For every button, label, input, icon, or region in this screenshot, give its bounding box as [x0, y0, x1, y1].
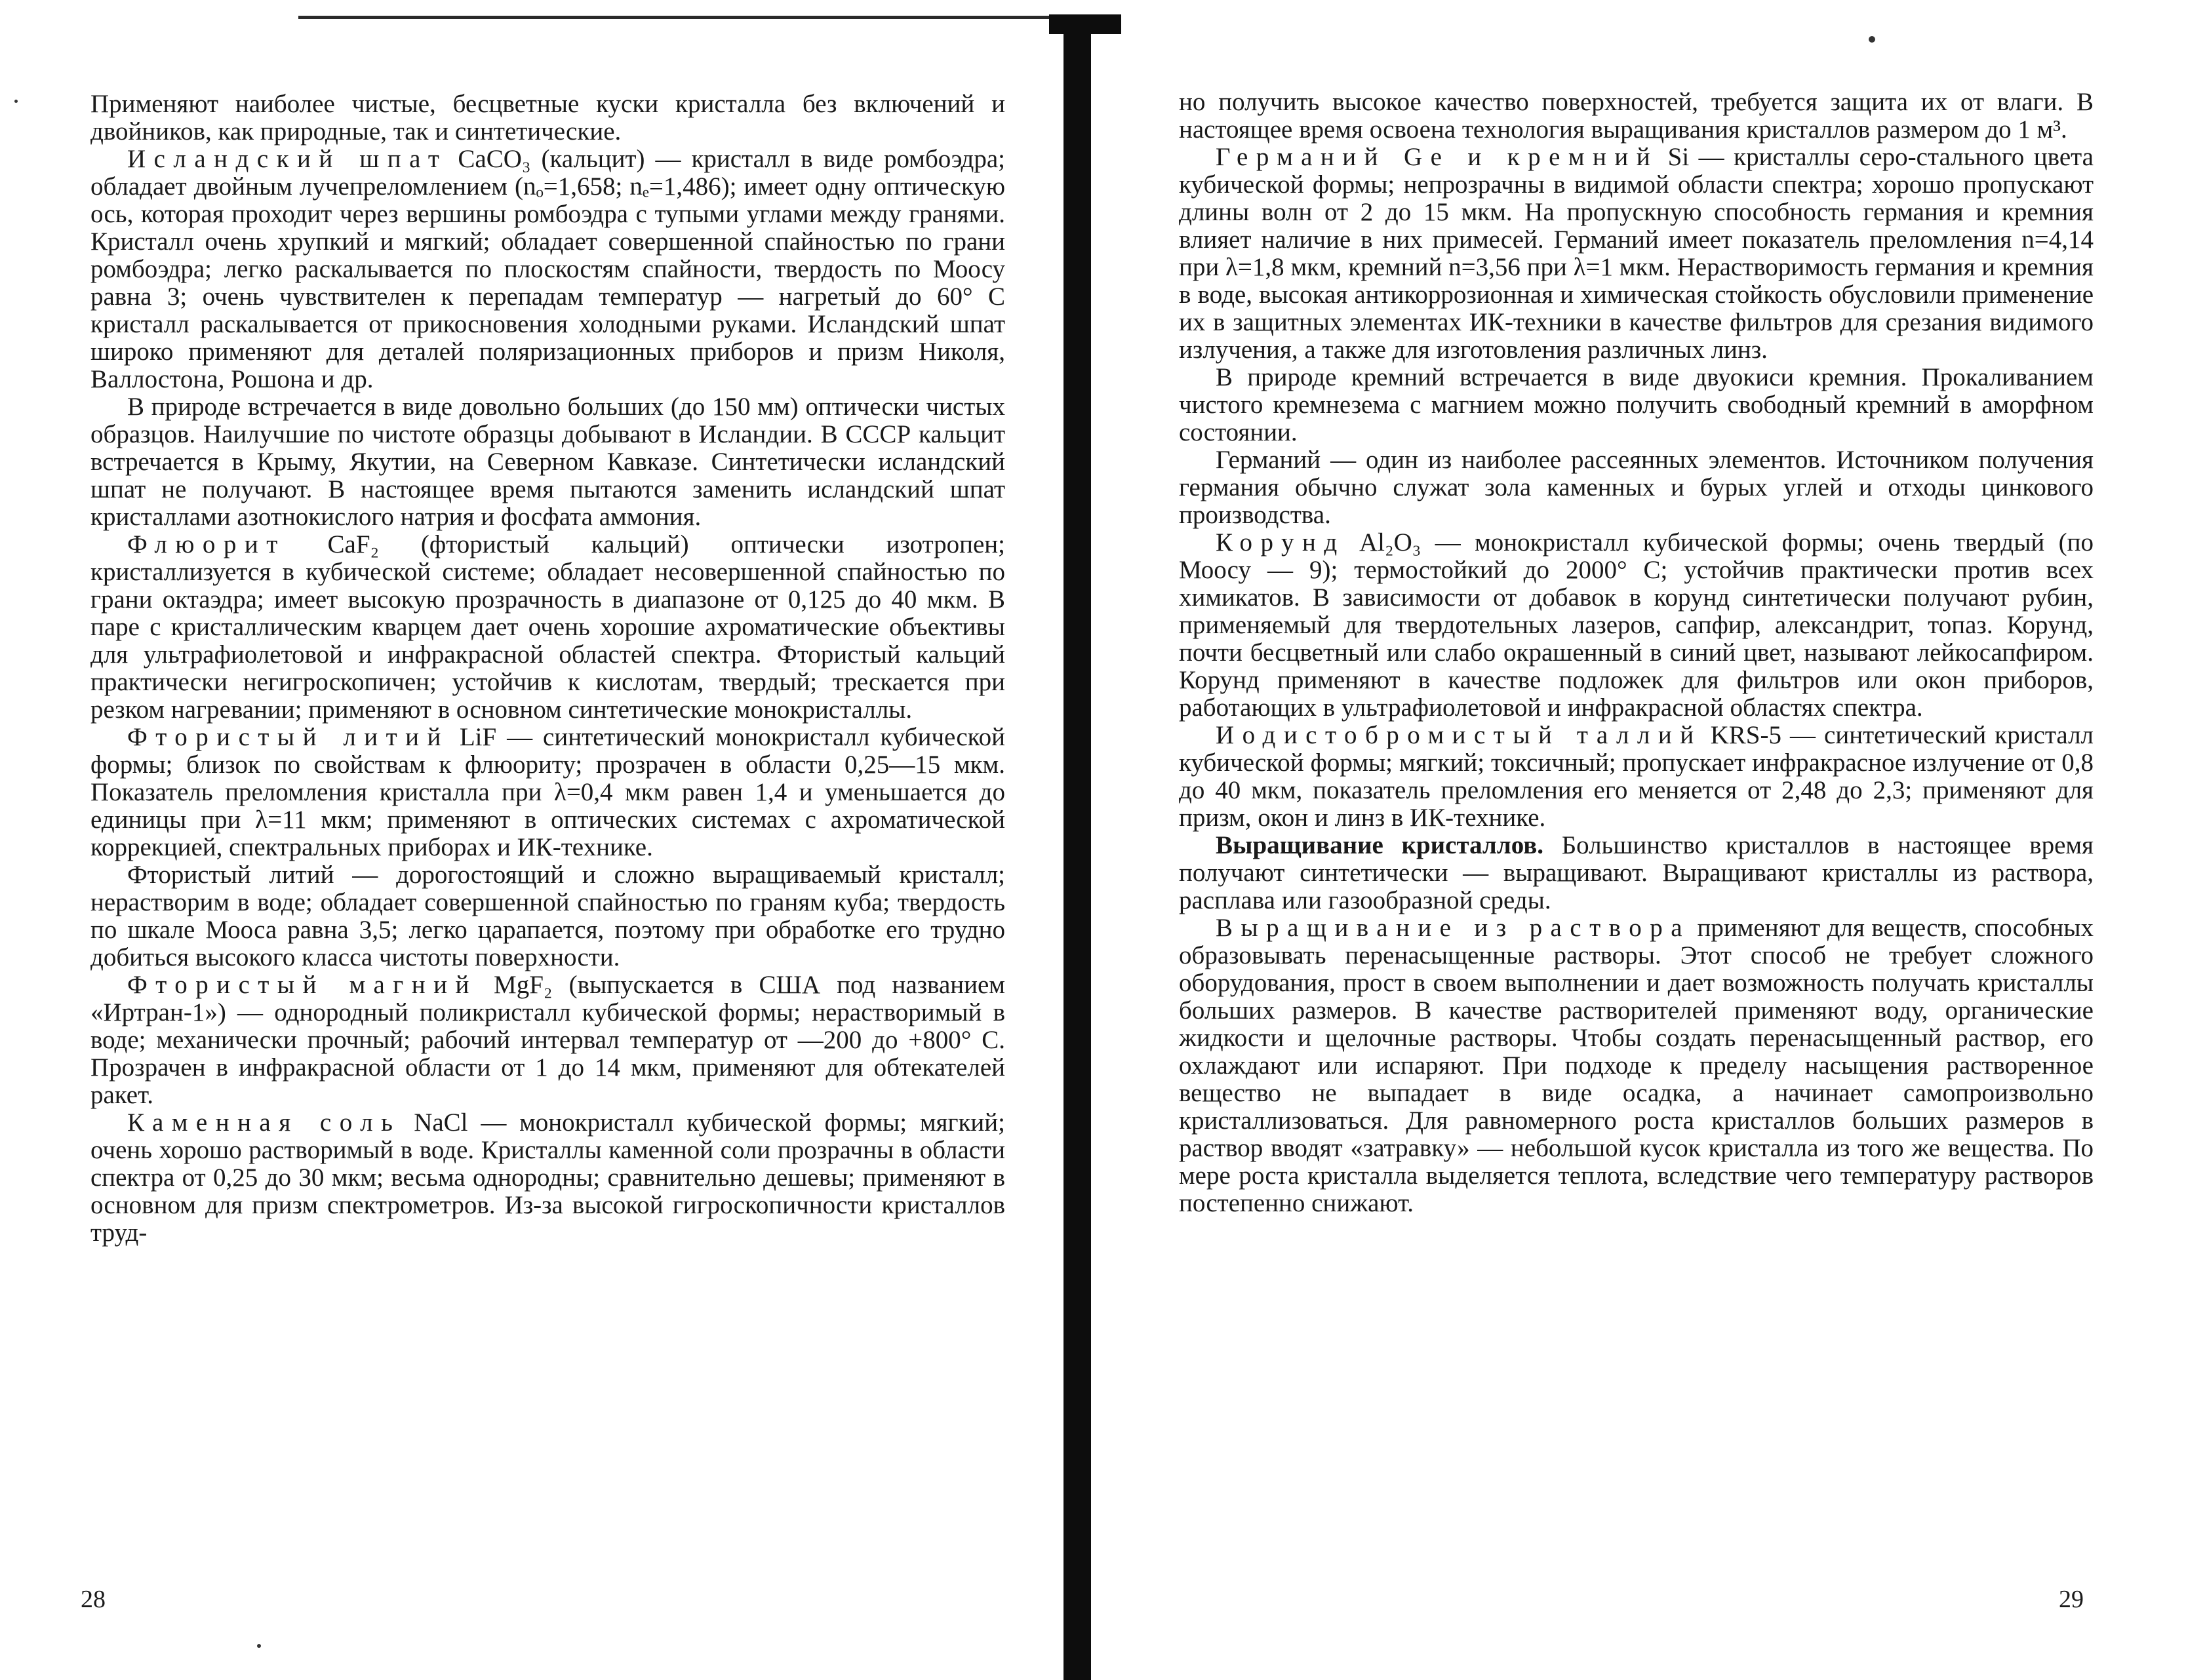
left-page	[90, 90, 1005, 1247]
section-heading: Выращивание кристаллов.	[1216, 831, 1544, 859]
term: Германий Ge и кремний	[1216, 143, 1659, 171]
paragraph	[1179, 529, 2094, 722]
scan-speck	[1869, 36, 1875, 43]
paragraph: Фтористый литий — дорогостоящий и сложно выращиваемый кристалл; нерастворим в воде; обладает совершенной спайностью по граням куба; твердость по шкале Мооса равна 3,5; легко царапается, поэтому при обработке его трудно добиться высокого класса чистоты поверхности.	[90, 861, 1005, 971]
paragraph: но получить высокое качество поверхностей, требуется защита их от влаги. В настоящее время освоена технология выращивания кристаллов размером до 1 м³.	[1179, 88, 2094, 144]
right-page	[1179, 88, 2094, 1217]
term: Выращивание из раствора	[1216, 914, 1691, 942]
term: Фтористый магний	[127, 971, 477, 999]
top-rule	[298, 16, 1085, 19]
paragraph: В природе кремний встречается в виде двуокиси кремния. Прокаливанием чистого кремнезема с магнием можно получить свободный кремний в аморфном состоянии.	[1179, 363, 2094, 446]
page-number: 29	[2059, 1586, 2084, 1613]
paragraph-text: Большинство кристаллов в настоящее время получают синтетически — выращивают. Выращивают кристаллы из раствора, расплава или газообразной среды.	[1179, 831, 2094, 914]
book-spine	[1063, 14, 1091, 1680]
paragraph	[1179, 722, 2094, 832]
paragraph	[90, 1109, 1005, 1247]
paragraph	[1179, 914, 2094, 1217]
paragraph	[90, 531, 1005, 724]
term: Корунд	[1216, 528, 1345, 557]
paragraph-text: LiF — синтетический монокристалл кубической формы; близок по свойствам к флюориту; прозрачен в области 0,25—15 мкм. Показатель преломления кристалла при λ=0,4 мкм равен 1,4 и уменьшается до единицы при λ=11 мкм; применяют в оптических системах с ахроматической коррекцией, спектральных приборах и ИК-технике.	[90, 723, 1005, 861]
paragraph	[1179, 832, 2094, 914]
term: Иодистобромистый таллий	[1216, 721, 1702, 749]
paragraph-text: KRS-5 — синтетический кристалл кубической формы; мягкий; токсичный; пропускает инфракрасное излучение от 0,8 до 40 мкм, показатель преломления его меняется от 2,48 до 2,3; применяют для призм, окон и линз в ИК-технике.	[1179, 721, 2094, 832]
paragraph: Германий — один из наиболее рассеянных элементов. Источником получения германия обычно служат зола каменных и бурых углей и отходы цинкового производства.	[1179, 446, 2094, 529]
scan-speck	[14, 100, 18, 103]
paragraph-text: применяют для веществ, способных образовывать перенасыщенные растворы. Этот способ не требует сложного оборудования, прост в своем выполнении и дает возможность получать кристаллы больших размеров. В качестве растворителей применяют воду, органические жидкости и щелочные растворы. Чтобы создать перенасыщенный раствор, его охлаждают или испаряют. При подходе к пределу насыщения растворенное вещество не выпадает в виде осадка, а начинает самопроизвольно кристаллизоваться. Для равномерного роста кристаллов больших размеров в раствор вводят «затравку» — небольшой кусок кристалла из того же вещества. По мере роста кристалла выделяется теплота, вследствие чего температуру растворов постепенно снижают.	[1179, 914, 2094, 1217]
term: Исландский шпат	[127, 145, 448, 173]
paragraph-text: NaCl — монокристалл кубической формы; мягкий; очень хорошо растворимый в воде. Кристаллы каменной соли прозрачны в области спектра от 0,25 до 30 мкм; весьма однородны; сравнительно дешевы; применяют в основном для призм спектрометров. Из-за высокой гигроскопичности кристаллов труд-	[90, 1108, 1006, 1247]
paragraph: Применяют наиболее чистые, бесцветные куски кристалла без включений и двойников, как природные, так и синтетические.	[90, 90, 1005, 146]
term: Флюорит	[127, 530, 286, 558]
term: Фтористый литий	[127, 723, 449, 751]
paragraph-text: Si — кристаллы серо-стального цвета кубической формы; непрозрачны в видимой области спектра; хорошо пропускают длины волн от 2 до 15 мкм. На пропускную способность германия и кремния влияет наличие в них примесей. Германий имеет показатель преломления n=4,14 при λ=1,8 мкм, кремний n=3,56 при λ=1 мкм. Нерастворимость германия и кремния в воде, высокая антикоррозионная и химическая стойкость обусловили применение их в защитных элементах ИК-техники в качестве фильтров для срезания видимого излучения, а также для изготовления различных линз.	[1179, 143, 2094, 364]
term: Каменная соль	[127, 1108, 401, 1137]
paragraph-text: CaCO₃ (кальцит) — кристалл в виде ромбоэдра; обладает двойным лучепреломлением (nₒ=1,658; nₑ=1,486); имеет одну оптическую ось, которая проходит через вершины ромбоэдра с тупыми углами между гранями. Кристалл очень хрупкий и мягкий; обладает совершенной спайностью по грани ромбоэдра; легко раскалывается по плоскостям спайности, твердость по Моосу равна 3; очень чувствителен к перепадам температур — нагретый до 60° С кристалл раскалывается от прикосновения холодными руками. Исландский шпат широко применяют для деталей поляризационных приборов и призм Николя, Валлостона, Рошона и др.	[90, 145, 1005, 393]
page-number: 28	[81, 1586, 106, 1613]
paragraph	[90, 724, 1005, 861]
paragraph	[90, 971, 1005, 1109]
paragraph-text: MgF₂ (выпускается в США под названием «Иртран-1») — однородный поликристалл кубической формы; нерастворимый в воде; механически прочный; рабочий интервал температур от —200 до +800° С. Прозрачен в инфракрасной области от 1 до 14 мкм, применяют для обтекателей ракет.	[90, 971, 1005, 1109]
paragraph	[90, 146, 1005, 393]
paragraph-text: CaF₂ (фтористый кальций) оптически изотропен; кристаллизуется в кубической системе; обладает несовершенной спайностью по грани октаэдра; имеет высокую прозрачность в диапазоне от 0,125 до 40 мкм. В паре с кристаллическим кварцем дает очень хорошие ахроматические объективы для ультрафиолетовой и инфракрасной областей спектра. Фтористый кальций практически негигроскопичен; устойчив к кислотам, твердый; трескается при резком нагревании; применяют в основном синтетические монокристаллы.	[90, 530, 1005, 724]
scan-speck	[257, 1644, 261, 1648]
paragraph	[1179, 144, 2094, 364]
paragraph: В природе встречается в виде довольно больших (до 150 мм) оптически чистых образцов. Наилучшие по чистоте образцы добывают в Исландии. В СССР кальцит встречается в Крыму, Якутии, на Северном Кавказе. Синтетически исландский шпат не получают. В настоящее время пытаются заменить исландский шпат кристаллами азотнокислого натрия и фосфата аммония.	[90, 393, 1005, 531]
paragraph-text: Al₂O₃ — монокристалл кубической формы; очень твердый (по Моосу — 9); термостойкий до 2000° С; устойчив практически против всех химикатов. В зависимости от добавок в корунд синтетически получают рубин, применяемый для твердотельных лазеров, сапфир, александрит, топаз. Корунд, почти бесцветный или слабо окрашенный в синий цвет, называют лейкосапфиром. Корунд применяют в качестве подложек для фильтров или окон приборов, работающих в ультрафиолетовой и инфракрасной областях спектра.	[1179, 528, 2094, 722]
